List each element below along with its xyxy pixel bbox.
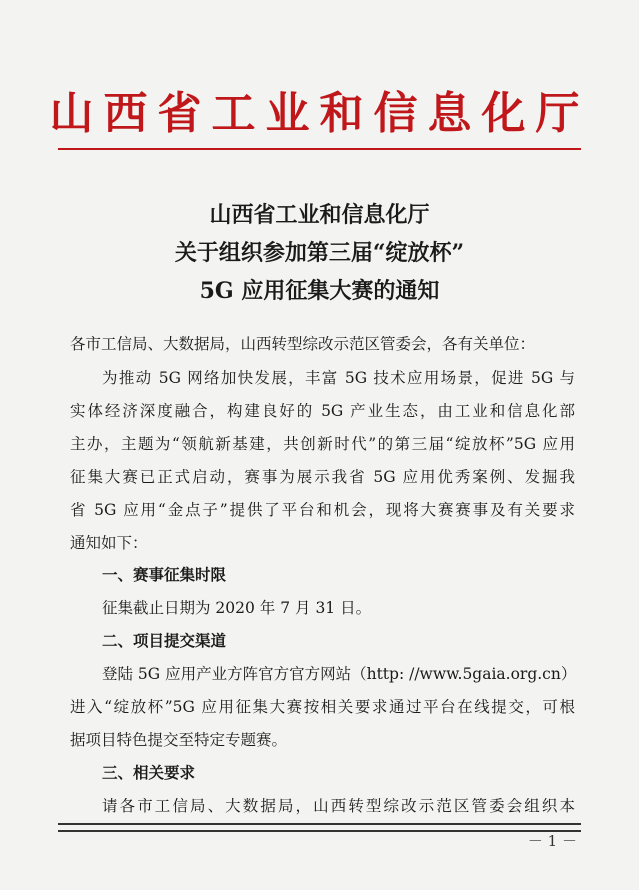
- intro-line: 为推动 5G 网络加快发展，丰富 5G 技术应用场景，促进 5G 与: [102, 369, 575, 387]
- section-3-heading: 三、相关要求: [102, 763, 196, 782]
- addressee: 各市工信局、大数据局，山西转型综改示范区管委会，各有关单位：: [70, 335, 536, 353]
- section-2-line: 登陆 5G 应用产业方阵官方官方网站（http: //www.5gaia.org.cn）: [102, 665, 577, 683]
- section-1-text: 征集截止日期为 2020 年 7 月 31 日。: [102, 599, 372, 617]
- section-2-line: 据项目特色提交至特定专题赛。: [70, 731, 288, 749]
- section-2-line: 进入“绽放杯”5G 应用征集大赛按相关要求通过平台在线提交，可根: [70, 698, 575, 716]
- intro-line: 省 5G 应用“金点子”提供了平台和机会，现将大赛赛事及有关要求: [70, 501, 575, 519]
- intro-line: 征集大赛已正式启动，赛事为展示我省 5G 应用优秀案例、发掘我: [70, 468, 575, 486]
- doc-title-line-2: 关于组织参加第三届“绽放杯”: [174, 240, 465, 266]
- section-2-heading: 二、项目提交渠道: [102, 631, 227, 650]
- footer-divider: [58, 823, 581, 825]
- section-1-heading: 一、赛事征集时限: [102, 565, 227, 584]
- page-number: － 1 －: [527, 832, 577, 850]
- intro-line: 主办，主题为“领航新基建，共创新时代”的第三届“绽放杯”5G 应用: [70, 435, 575, 453]
- section-3-text: 请各市工信局、大数据局，山西转型综改示范区管委会组织本: [102, 797, 575, 815]
- intro-line: 实体经济深度融合，构建良好的 5G 产业生态，由工业和信息化部: [70, 402, 575, 420]
- footer-divider: [58, 830, 581, 832]
- doc-title-line-3: 5G 应用征集大赛的通知: [199, 278, 440, 304]
- intro-line: 通知如下：: [70, 534, 148, 552]
- org-header: 山西省工业和信息化厅: [49, 88, 590, 139]
- header-divider: [58, 148, 581, 150]
- doc-title-line-1: 山西省工业和信息化厅: [209, 202, 430, 228]
